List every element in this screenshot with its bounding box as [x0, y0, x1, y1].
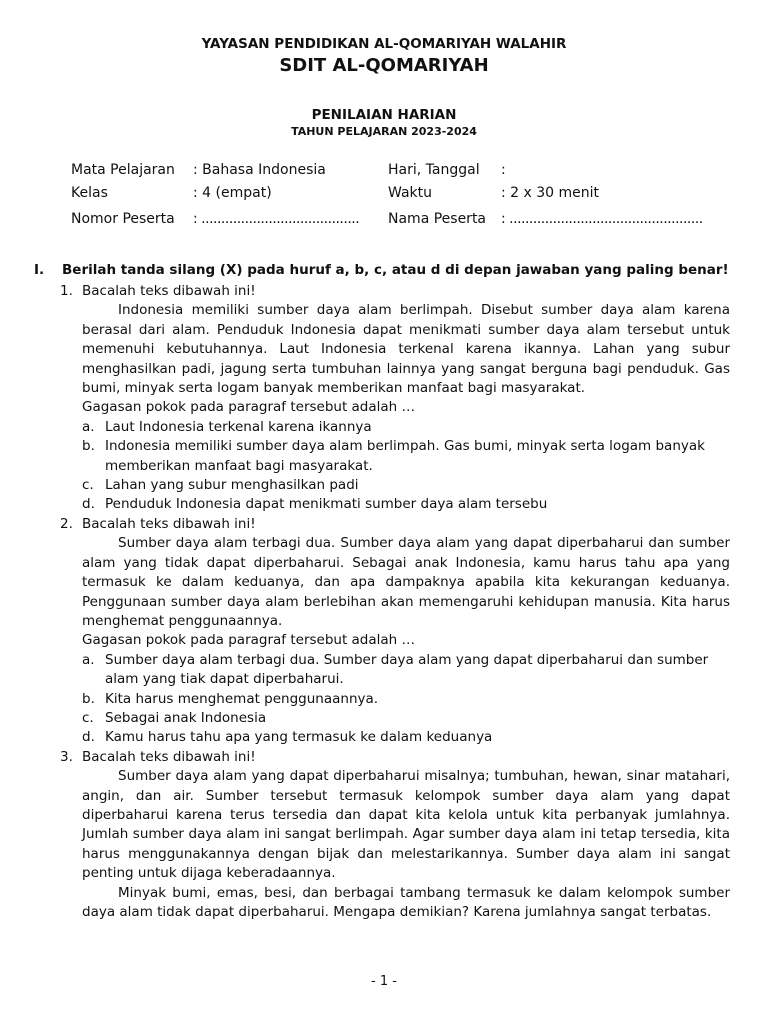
option-letter: b.	[82, 690, 95, 707]
question-number: 2.	[60, 515, 73, 532]
class-value: : 4 (empat)	[193, 185, 272, 201]
option-letter: a.	[82, 651, 95, 668]
answer-option[interactable]	[82, 437, 730, 476]
option-text: Sebagai anak Indonesia	[105, 709, 267, 726]
option-letter: d.	[82, 496, 95, 513]
answer-option[interactable]	[82, 728, 730, 747]
answer-option[interactable]	[82, 651, 730, 690]
option-text: Kita harus menghemat penggunaannya.	[105, 690, 379, 707]
reading-passage: Minyak bumi, emas, besi, dan berbagai tambang termasuk ke dalam kelompok sumber daya alam tidak dapat diperbaharui. Mengapa demikian? Karena jumlahnya sangat terbatas.	[82, 884, 730, 920]
date-label: Hari, Tanggal	[388, 162, 480, 178]
question-text: Gagasan pokok pada paragraf tersebut adalah …	[82, 399, 416, 416]
answer-option[interactable]	[82, 418, 730, 437]
question-2	[0, 515, 768, 748]
question-1	[0, 282, 768, 515]
option-letter: a.	[82, 418, 95, 435]
option-letter: d.	[82, 729, 95, 746]
answer-options	[82, 418, 730, 515]
date-value: :	[501, 162, 506, 178]
answer-option[interactable]	[82, 495, 730, 514]
answer-options	[82, 651, 730, 748]
participant-name-label: Nama Peserta	[388, 211, 487, 227]
question-text: Gagasan pokok pada paragraf tersebut adalah …	[82, 632, 416, 649]
answer-option[interactable]	[82, 690, 730, 709]
option-text: Sumber daya alam terbagi dua. Sumber daya alam yang dapat diperbaharui dan sumber alam yang tiak dapat diperbaharui.	[105, 651, 709, 688]
reading-passage: Sumber daya alam terbagi dua. Sumber daya alam yang dapat diperbaharui dan sumber alam yang tidak dapat diperbaharui. Sebagai anak Indonesia, kamu harus tahu apa yang termasuk ke dalam keduanya, dan apa dampaknya apabila kita kekurangan keduanya. Penggunaan sumber daya alam berlebihan akan memengaruhi kehidupan manusia. Kita harus menghemat penggunaannya.	[82, 535, 730, 629]
time-label: Waktu	[388, 185, 432, 201]
participant-name-field: : .................................................	[501, 211, 703, 227]
option-text: Lahan yang subur menghasilkan padi	[105, 477, 359, 494]
option-text: Laut Indonesia terkenal karena ikannya	[105, 418, 372, 435]
option-text: Kamu harus tahu apa yang termasuk ke dalam keduanya	[105, 729, 493, 746]
reading-passage: Indonesia memiliki sumber daya alam berlimpah. Disebut sumber daya alam karena berasal dari alam. Penduduk Indonesia dapat menikmati sumber daya alam tersebut untuk memenuhi kebutuhannya. Laut Indonesia terkenal karena ikannya. Lahan yang subur menghasilkan padi, jagung serta tumbuhan lainnya yang sangat berguna bagi penduduk. Gas bumi, minyak serta logam banyak memberikan manfaat bagi masyarakat.	[82, 302, 730, 397]
section-number: I.	[34, 262, 45, 278]
option-letter: c.	[82, 709, 94, 726]
answer-option[interactable]	[82, 709, 730, 728]
time-value: : 2 x 30 menit	[501, 185, 600, 201]
school-name: SDIT AL-QOMARIYAH	[279, 55, 489, 76]
foundation-name: YAYASAN PENDIDIKAN AL-QOMARIYAH WALAHIR	[201, 36, 567, 52]
reading-passage: Sumber daya alam yang dapat diperbaharui misalnya; tumbuhan, hewan, sinar matahari, angin, dan air. Sumber tersebut termasuk kelompok sumber daya alam yang dapat diperbaharui karena terus tersedia dan dapat kita kelola untuk kita perbanyak jumlahnya. Jumlah sumber daya alam ini sangat berlimpah. Agar sumber daya alam ini tetap tersedia, kita harus menggunakannya dengan bijak dan melestarikannya. Sumber daya alam ini sangat penting untuk dijaga keberadaannya.	[82, 768, 730, 882]
class-label: Kelas	[71, 185, 108, 201]
option-letter: c.	[82, 477, 94, 494]
option-letter: b.	[82, 438, 95, 455]
participant-number-field: : ........................................	[193, 211, 360, 227]
question-number: 3.	[60, 748, 73, 765]
answer-option[interactable]	[82, 476, 730, 495]
option-text: Penduduk Indonesia dapat menikmati sumber daya alam tersebu	[105, 496, 548, 513]
academic-year: TAHUN PELAJARAN 2023-2024	[291, 125, 477, 138]
assessment-title: PENILAIAN HARIAN	[311, 107, 457, 123]
question-prompt: Bacalah teks dibawah ini!	[82, 283, 256, 299]
page-number: - 1 -	[371, 974, 397, 989]
question-list	[0, 282, 768, 922]
question-number: 1.	[60, 283, 73, 299]
subject-label: Mata Pelajaran	[71, 162, 175, 178]
option-text: Indonesia memiliki sumber daya alam berlimpah. Gas bumi, minyak serta logam banyak memberikan manfaat bagi masyarakat.	[105, 438, 705, 474]
question-prompt: Bacalah teks dibawah ini!	[82, 515, 256, 532]
subject-value: : Bahasa Indonesia	[193, 162, 326, 178]
participant-number-label: Nomor Peserta	[71, 211, 175, 227]
question-prompt: Bacalah teks dibawah ini!	[82, 748, 256, 765]
section-instruction: Berilah tanda silang (X) pada huruf a, b, c, atau d di depan jawaban yang paling benar!	[62, 262, 729, 278]
question-3	[0, 748, 768, 923]
